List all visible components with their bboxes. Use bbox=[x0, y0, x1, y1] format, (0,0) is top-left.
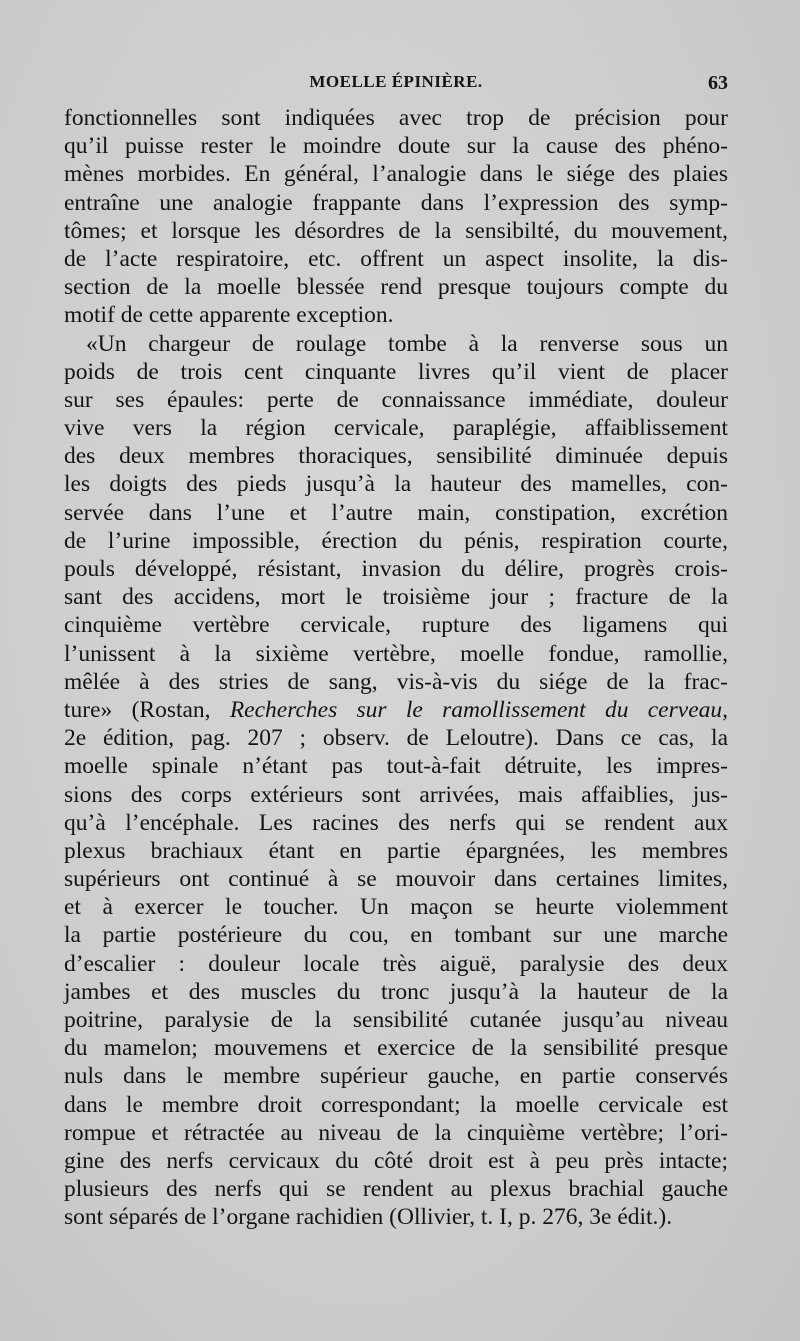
text-line: jambes et des muscles du tronc jusqu’à la hauteur de la bbox=[64, 978, 728, 1005]
text-fragment: ture» (Rostan, bbox=[64, 696, 211, 723]
text-line: vive vers la région cervicale, paraplégie, affaiblissement bbox=[64, 415, 728, 442]
body-text bbox=[64, 104, 728, 1232]
text-line-with-italic bbox=[64, 696, 728, 724]
text-line: fonctionnelles sont indiquées avec trop de précision pour bbox=[64, 105, 728, 131]
text-line: gine des nerfs cervicaux du côté droit est à peu près intacte; bbox=[64, 1147, 728, 1174]
text-line: plexus brachiaux étant en partie épargnées, les membres bbox=[64, 837, 728, 864]
text-line: de l’urine impossible, érection du pénis, respiration courte, bbox=[64, 527, 728, 554]
text-line: rompue et rétractée au niveau de la cinquième vertèbre; l’ori- bbox=[64, 1119, 728, 1146]
text-line: poids de trois cent cinquante livres qu’il vient de placer bbox=[64, 358, 728, 385]
text-line: pouls développé, résistant, invasion du délire, progrès crois- bbox=[64, 556, 728, 582]
text-line: nuls dans le membre supérieur gauche, en partie conservés bbox=[64, 1063, 728, 1090]
running-head bbox=[64, 72, 728, 102]
text-line: 2e édition, pag. 207 ; observ. de Leloutre). Dans ce cas, la bbox=[64, 725, 728, 752]
text-line: sions des corps extérieurs sont arrivées, mais affaiblies, jus- bbox=[64, 781, 728, 808]
text-line: cinquième vertèbre cervicale, rupture des ligamens qui bbox=[64, 612, 728, 639]
text-line: «Un chargeur de roulage tombe à la renverse sous un bbox=[86, 330, 728, 357]
text-line: sont séparés de l’organe rachidien (Ollivier, t. I, p. 276, 3e édit.). bbox=[64, 1204, 673, 1231]
text-line: poitrine, paralysie de la sensibilité cutanée jusqu’au niveau bbox=[64, 1007, 728, 1033]
text-line: section de la moelle blessée rend presque toujours compte du bbox=[64, 274, 728, 301]
text-line: la partie postérieure du cou, en tombant sur une marche bbox=[64, 922, 728, 949]
text-line: sant des accidens, mort le troisième jour ; fracture de la bbox=[64, 584, 728, 611]
text-line: du mamelon; mouvemens et exercice de la sensibilité presque bbox=[64, 1035, 728, 1062]
text-line: entraîne une analogie frappante dans l’expression des symp- bbox=[64, 189, 728, 216]
running-head-title: MOELLE ÉPINIÈRE. bbox=[309, 72, 483, 91]
text-line: mêlée à des stries de sang, vis-à-vis du siége de la frac- bbox=[64, 668, 728, 695]
text-line: qu’à l’encéphale. Les racines des nerfs qui se rendent aux bbox=[64, 809, 728, 836]
text-line: plusieurs des nerfs qui se rendent au plexus brachial gauche bbox=[64, 1176, 728, 1203]
text-line: motif de cette apparente exception. bbox=[64, 302, 394, 329]
text-line: l’unissent à la sixième vertèbre, moelle fondue, ramollie, bbox=[64, 640, 728, 667]
text-line: tômes; et lorsque les désordres de la sensibilté, du mouvement, bbox=[64, 217, 728, 244]
italic-title: Recherches sur le ramollissement du cerveau, bbox=[229, 696, 728, 723]
text-line: mènes morbides. En général, l’analogie dans le siége des plaies bbox=[64, 161, 728, 188]
text-line: qu’il puisse rester le moindre doute sur la cause des phéno- bbox=[64, 133, 728, 160]
text-line: de l’acte respiratoire, etc. offrent un aspect insolite, la dis- bbox=[64, 245, 728, 272]
text-line: supérieurs ont continué à se mouvoir dans certaines limites, bbox=[64, 866, 728, 893]
text-line: et à exercer le toucher. Un maçon se heurte violemment bbox=[64, 894, 728, 921]
text-line: les doigts des pieds jusqu’à la hauteur des mamelles, con- bbox=[64, 471, 728, 498]
text-line: des deux membres thoraciques, sensibilité diminuée depuis bbox=[64, 443, 728, 470]
text-line: servée dans l’une et l’autre main, constipation, excrétion bbox=[64, 499, 728, 526]
text-line: moelle spinale n’étant pas tout-à-fait détruite, les impres- bbox=[64, 753, 728, 780]
text-line: dans le membre droit correspondant; la moelle cervicale est bbox=[64, 1091, 728, 1118]
page-number: 63 bbox=[708, 72, 728, 94]
text-line: d’escalier : douleur locale très aiguë, paralysie des deux bbox=[64, 950, 728, 977]
text-line: sur ses épaules: perte de connaissance immédiate, douleur bbox=[64, 386, 728, 413]
